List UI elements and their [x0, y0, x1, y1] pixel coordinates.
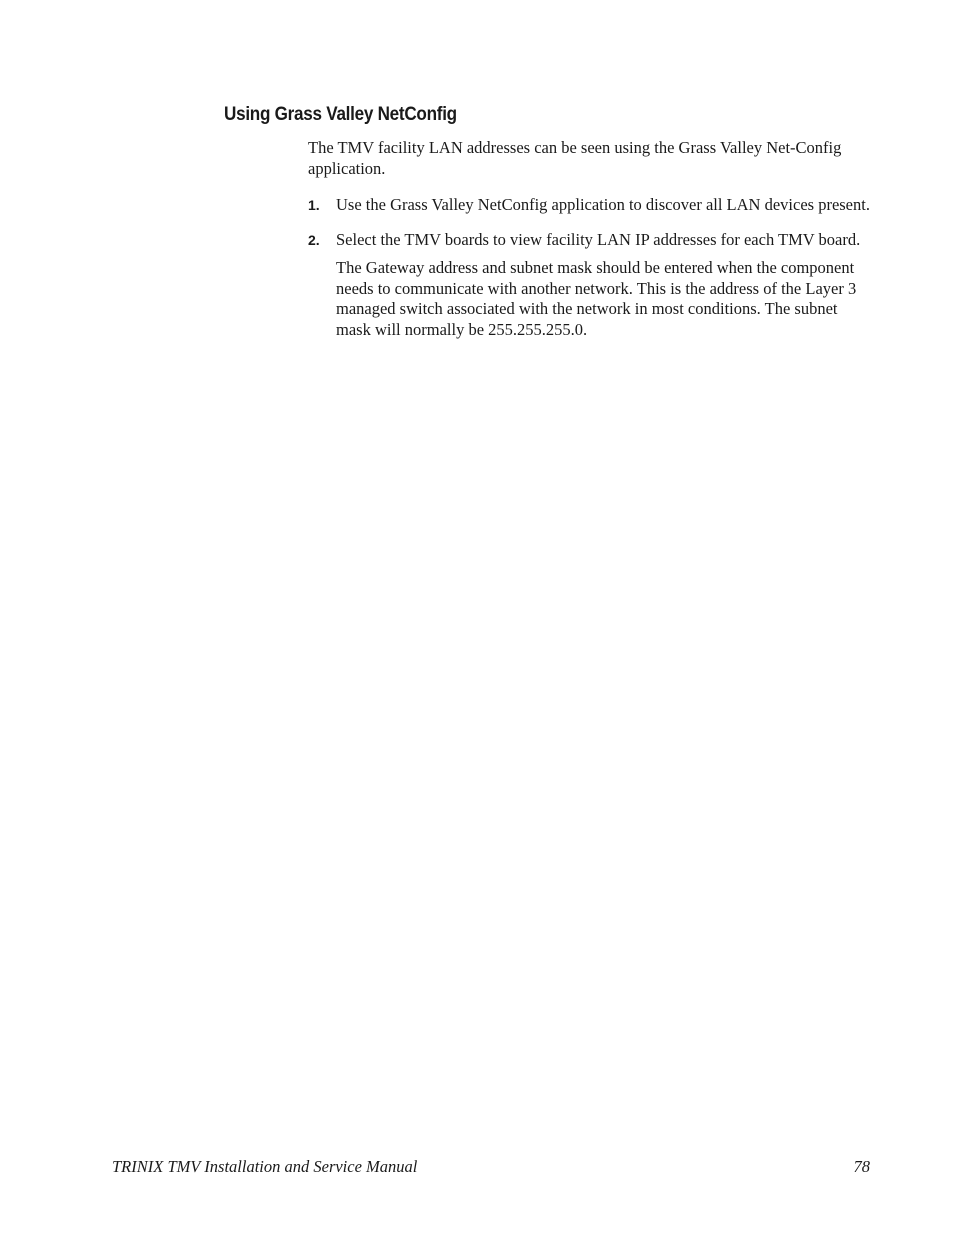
intro-paragraph: The TMV facility LAN addresses can be seen using the Grass Valley Net-Config application.	[308, 138, 842, 178]
step-item	[308, 194, 870, 215]
steps-list	[308, 194, 870, 354]
footer-manual-title: TRINIX TMV Installation and Service Manual	[112, 1157, 418, 1176]
footer-page-number: 78	[853, 1157, 870, 1176]
step-note: The Gateway address and subnet mask should be entered when the component needs to communicate with another network. This is the address of the Layer 3 managed switch associated with the network in most conditions. The subnet mask will normally be 255.255.255.0.	[336, 258, 857, 339]
step-text: Select the TMV boards to view facility LAN IP addresses for each TMV board.	[336, 230, 861, 249]
step-number: 2.	[308, 232, 320, 248]
section-heading: Using Grass Valley NetConfig	[224, 104, 457, 125]
step-number: 1.	[308, 197, 320, 213]
step-item	[308, 229, 870, 340]
step-text: Use the Grass Valley NetConfig application to discover all LAN devices present.	[336, 195, 870, 214]
